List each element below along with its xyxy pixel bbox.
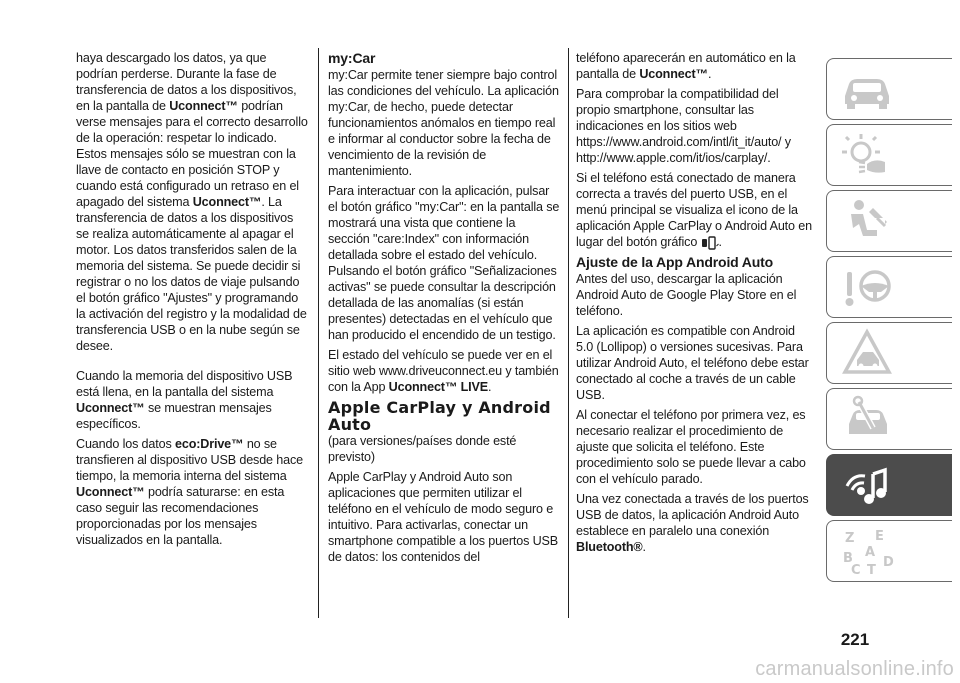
paragraph: Una vez conectada a través de los puertos USB de datos, la aplicación Android Auto establece en paralelo una conexión Bluetooth®. <box>576 492 809 554</box>
index-icon <box>839 526 895 576</box>
page-number: 221 <box>840 630 870 649</box>
smartphone-app-icon <box>701 236 719 250</box>
tab-emergency[interactable] <box>826 322 952 384</box>
car-icon <box>839 64 895 114</box>
index-letter: D <box>883 555 894 570</box>
airbag-icon <box>839 196 895 246</box>
tab-index[interactable] <box>826 520 952 582</box>
paragraph: Cuando los datos eco:Drive™ no se transfieren al dispositivo USB desde hace tiempo, la memoria interna del sistema Uconnect™ podría saturarse: en esta caso seguir las recomendaciones proporcionadas por los mensajes visualizados en la pantalla. <box>76 437 303 547</box>
wrench-car-icon <box>839 394 895 444</box>
warning-triangle-icon <box>839 328 895 378</box>
paragraph: teléfono aparecerán en automático en la pantalla de Uconnect™. <box>576 51 796 81</box>
index-letter: B <box>843 551 853 566</box>
index-letter: E <box>875 529 884 544</box>
tab-car[interactable] <box>826 58 952 120</box>
paragraph: Apple CarPlay y Android Auto son aplicaciones que permiten utilizar el teléfono en el vehículo de modo seguro e intuitivo. Para activarlas, conectar un smartphone compatible a los puertos USB de datos: los contenidos del <box>328 470 559 564</box>
text-column-2 <box>328 50 560 569</box>
text-column-1 <box>76 50 308 552</box>
watermark-text: carmanualsonline.info <box>755 658 954 680</box>
section-heading-carplay: Apple CarPlay y Android Auto <box>328 398 551 434</box>
paragraph: Si el teléfono está conectado de manera correcta a través del puerto USB, en el menú principal se visualiza el icono de la aplicación Apple CarPlay o Android Auto en lugar del botón gráfico . <box>576 171 812 249</box>
tab-maintenance[interactable] <box>826 388 952 450</box>
paragraph: Antes del uso, descargar la aplicación Android Auto de Google Play Store en el teléfono. <box>576 272 797 318</box>
paragraph: La aplicación es compatible con Android 5.0 (Lollipop) o versiones sucesivas. Para utilizar Android Auto, el teléfono debe estar conectado al coche a través de un cable USB. <box>576 324 809 402</box>
text-column-3 <box>576 50 814 559</box>
tab-multimedia[interactable] <box>826 454 952 516</box>
section-heading-android-auto: Ajuste de la App Android Auto <box>576 254 774 270</box>
paragraph: (para versiones/países donde esté previsto) <box>328 434 517 464</box>
index-letter: T <box>867 563 876 576</box>
paragraph: El estado del vehículo se puede ver en el sitio web www.driveuconnect.eu y también con la App Uconnect™ LIVE. <box>328 348 559 394</box>
index-letter: Z <box>845 531 855 546</box>
paragraph: Al conectar el teléfono por primera vez, es necesario realizar el procedimiento de ajuste que solicita el teléfono. Este procedimiento solo se puede llevar a cabo con el vehículo parado. <box>576 408 806 486</box>
index-letter: C <box>851 563 861 576</box>
steering-wheel-icon <box>839 262 895 312</box>
lights-icon <box>839 130 895 180</box>
paragraph: haya descargado los datos, ya que podrían perderse. Durante la fase de transferencia de datos a los dispositivos, en la pantalla de Uconnect™ podrían verse mensajes para el correcto desarrollo de la operación: respetar lo indicado. Estos mensajes sólo se muestran con la llave de contacto en posición STOP y cuando está configurado un retraso en el apagado del sistema Uconnect™. La transferencia de datos a los dispositivos se realiza automáticamente al apagar el motor. Los datos transferidos salen de la memoria del sistema. Se puede decidir si registrar o no los datos de viaje pulsando el botón gráfico "Ajustes" y programando la activación del registro y la modalidad de transferencia USB o en la nube según se desee. <box>76 51 308 353</box>
paragraph: Cuando la memoria del dispositivo USB está llena, en la pantalla del sistema Uconnect™ se muestran mensajes específicos. <box>76 369 293 431</box>
index-letter: A <box>865 545 876 560</box>
column-divider <box>318 48 319 618</box>
paragraph: Para interactuar con la aplicación, pulsar el botón gráfico "my:Car": en la pantalla se mostrará una vista que contiene la sección "care:Index" con información detallada sobre el estado del vehículo. Pulsando el botón gráfico "Señalizaciones activas" se puede consultar la descripción detallada de las anomalías (si están presentes) detectadas en el vehículo que han producido el encendido de un testigo. <box>328 184 560 342</box>
section-heading-mycar: my:Car <box>328 50 376 66</box>
multimedia-icon <box>839 460 895 510</box>
column-divider <box>568 48 569 618</box>
paragraph: Para comprobar la compatibilidad del propio smartphone, consultar las indicaciones en los sitios web https://www.android.com/intl/it_it/auto/ y http://www.apple.com/it/ios/carplay/. <box>576 87 791 165</box>
tab-steering[interactable] <box>826 256 952 318</box>
tab-lights[interactable] <box>826 124 952 186</box>
tab-airbag[interactable] <box>826 190 952 252</box>
paragraph: my:Car permite tener siempre bajo control las condiciones del vehículo. La aplicación my:Car, de hecho, puede detectar funcionamientos anómalos en tiempo real e informar al conductor sobre la fecha de vencimiento de la revisión de mantenimiento. <box>328 68 559 178</box>
